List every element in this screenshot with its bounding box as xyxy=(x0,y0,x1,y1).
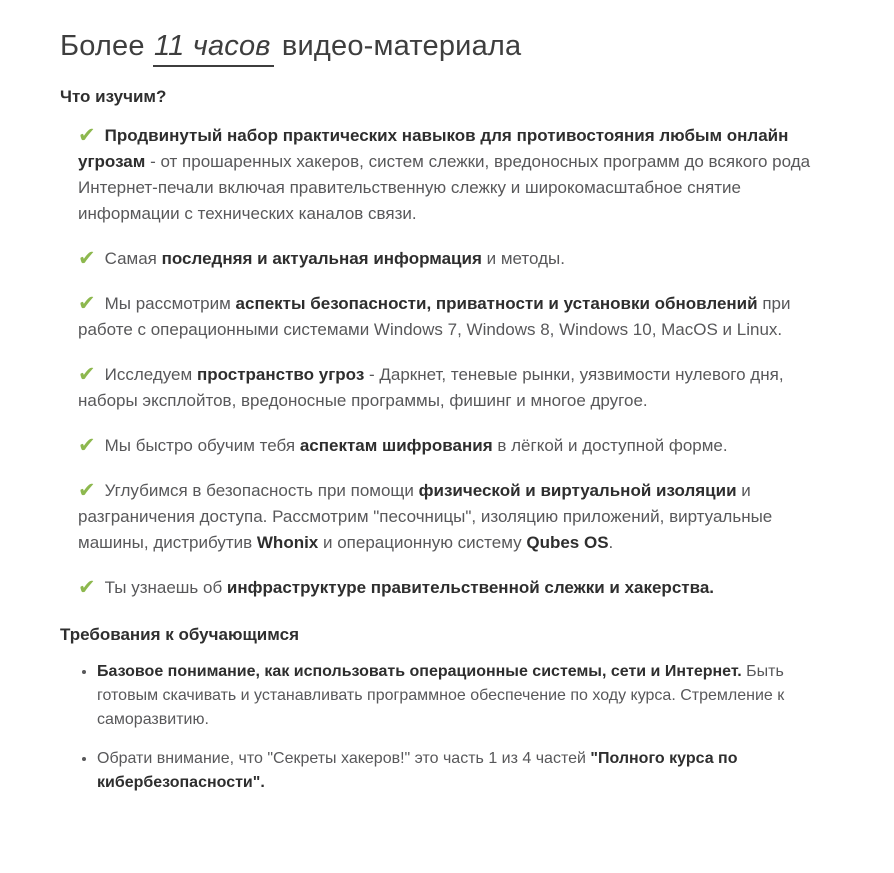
item-text-bold: физической и виртуальной изоляции xyxy=(418,481,737,500)
check-icon: ✔ xyxy=(78,292,96,315)
requirements-list xyxy=(60,660,846,795)
item-text-bold: инфраструктуре правительственной слежки и хакерства. xyxy=(226,578,715,597)
check-icon: ✔ xyxy=(78,434,96,457)
checklist-item xyxy=(78,478,846,556)
check-icon: ✔ xyxy=(78,363,96,386)
item-text: и разграничения доступа. Рассмотрим "песочницы", изоляцию приложений, виртуальные машины, дистрибутив xyxy=(78,481,773,552)
item-text: в лёгкой и доступной форме. xyxy=(492,436,728,455)
check-icon: ✔ xyxy=(78,576,96,599)
page-title xyxy=(60,30,846,63)
item-text: при работе с операционными системами Windows 7, Windows 8, Windows 10, MacOS и Linux. xyxy=(78,294,791,339)
checklist-item xyxy=(78,123,846,227)
item-text-bold: Qubes OS xyxy=(526,533,609,552)
item-text-bold: аспектам шифрования xyxy=(299,436,493,455)
checklist-item xyxy=(78,575,846,601)
item-text-bold: Whonix xyxy=(256,533,319,552)
item-text: Углубимся в безопасность при помощи xyxy=(104,481,419,500)
item-text-bold: "Полного курса по кибербезопасности". xyxy=(97,750,738,791)
item-text: Самая xyxy=(104,249,162,268)
checklist-item xyxy=(78,362,846,414)
requirement-item xyxy=(97,660,846,732)
item-text: - от прошаренных хакеров, систем слежки, вредоносных программ до всякого рода Интернет-печали включая правительственную слежку и широкомасштабное снятие информации с технических каналов связи. xyxy=(78,152,811,223)
item-text-bold: последняя и актуальная информация xyxy=(161,249,482,268)
item-text: Быть готовым скачивать и устанавливать программное обеспечение по ходу курса. Стремление к саморазвитию. xyxy=(97,663,785,728)
item-text: Исследуем xyxy=(104,365,197,384)
check-icon: ✔ xyxy=(78,247,96,270)
item-text: Ты узнаешь об xyxy=(104,578,227,597)
item-text: . xyxy=(608,533,614,552)
checklist-item xyxy=(78,246,846,272)
checklist-item xyxy=(78,291,846,343)
section-heading-what-we-learn: Что изучим? xyxy=(60,87,167,106)
item-text-bold: пространство угроз xyxy=(196,365,365,384)
item-text: Мы быстро обучим тебя xyxy=(104,436,300,455)
item-text: и методы. xyxy=(481,249,565,268)
section-heading-requirements: Требования к обучающимся xyxy=(60,625,299,644)
checklist-item xyxy=(78,433,846,459)
item-text: Обрати внимание, что "Секреты хакеров!" это часть 1 из 4 частей xyxy=(97,750,591,767)
title-prefix: Более xyxy=(60,30,153,62)
check-icon: ✔ xyxy=(78,124,96,147)
requirement-item xyxy=(97,747,846,795)
checklist xyxy=(60,123,846,601)
item-text-bold: аспекты безопасности, приватности и установки обновлений xyxy=(235,294,758,313)
item-text: и операционную систему xyxy=(318,533,527,552)
item-text-bold: Базовое понимание, как использовать операционные системы, сети и Интернет. xyxy=(97,663,742,680)
title-hours-highlight: 11 часов xyxy=(153,30,274,67)
title-suffix: видео-материала xyxy=(273,30,522,62)
item-text: Мы рассмотрим xyxy=(104,294,236,313)
item-text-bold: Продвинутый набор практических навыков для противостояния любым онлайн угрозам xyxy=(78,126,789,171)
check-icon: ✔ xyxy=(78,479,96,502)
item-text: - Даркнет, теневые рынки, уязвимости нулевого дня, наборы эксплойтов, вредоносные программы, фишинг и многое другое. xyxy=(78,365,784,410)
